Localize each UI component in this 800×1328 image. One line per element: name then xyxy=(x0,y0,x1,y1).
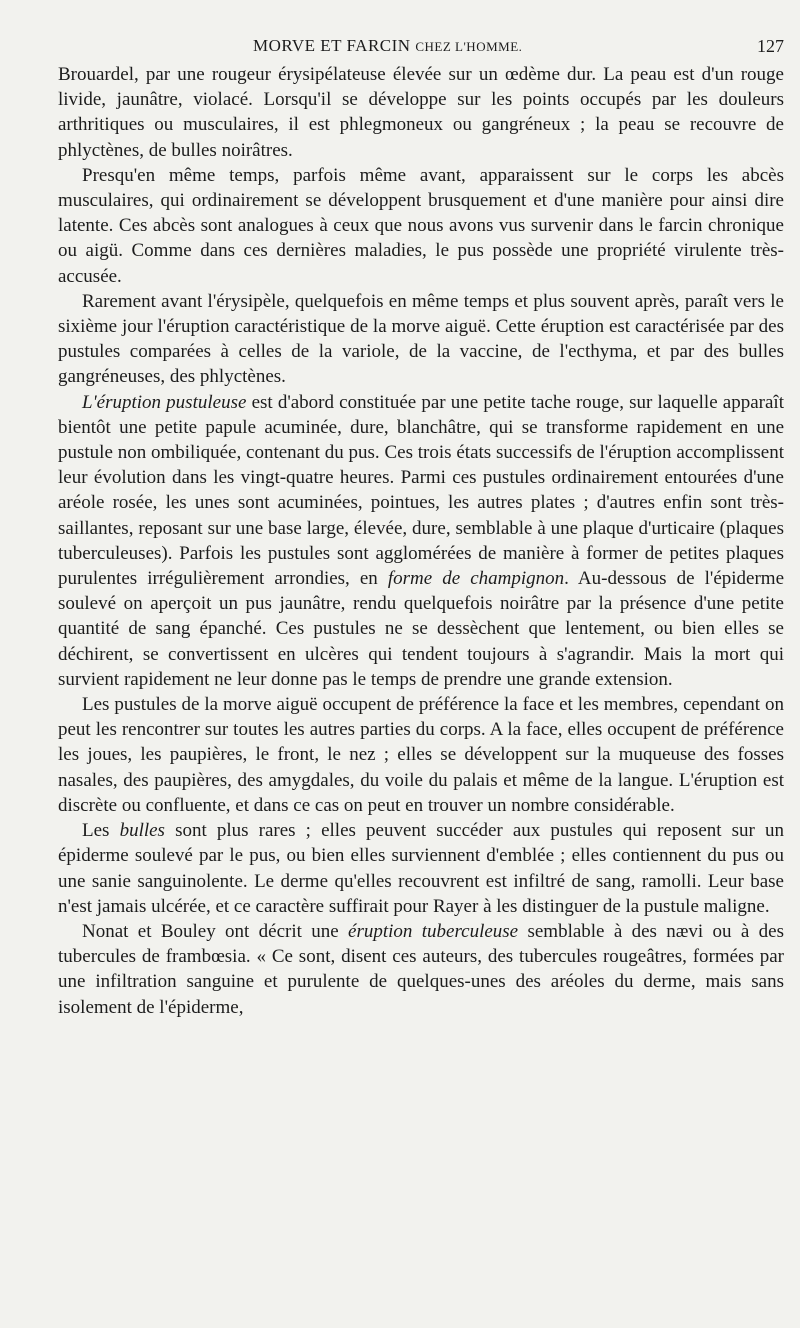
paragraph xyxy=(58,289,784,390)
paragraph xyxy=(58,818,784,919)
paragraph xyxy=(58,919,784,1020)
running-title xyxy=(253,36,522,56)
text-run: Brouardel, par une rougeur érysipélateuse élevée sur un œdème dur. La peau est d'un rouge livide, jaunâtre, violacé. Lorsqu'il se développe sur les points occupés par les douleurs arthritiques ou musculaires, il est phlegmoneux ou gangréneux ; la peau se recouvre de phlyctènes, de bulles noirâtres. xyxy=(58,64,784,161)
italic-text: éruption tuberculeuse xyxy=(348,920,519,942)
page-body xyxy=(58,62,784,1020)
paragraph xyxy=(58,692,784,818)
italic-text: forme de champignon xyxy=(387,568,565,590)
text-run: Nonat et Bouley ont décrit une xyxy=(82,920,349,942)
text-run: Les pustules de la morve aiguë occupent de préférence la face et les membres, cependant on peut les rencontrer sur toutes les autres parties du corps. A la face, elles occupent de préférence les joues, les paupières, le front, le nez ; elles se développent sur la muqueuse des fosses nasales, des paupières, des amygdales, du voile du palais et même de la langue. L'éruption est discrète ou confluente, et dans ce cas on peut en trouver un nombre considérable. xyxy=(58,694,784,816)
paragraph xyxy=(58,163,784,289)
text-run: Les xyxy=(82,820,120,842)
text-run: semblable à des nævi ou à des tubercules de frambœsia. « Ce sont, disent ces auteurs, des tubercules rougeâtres, formées par une infiltration sanguine et purulente de quelques-unes des aréoles du derme, mais sans isolement de l'épiderme, xyxy=(58,920,784,1018)
paragraph xyxy=(58,390,784,692)
text-run: sont plus rares ; elles peuvent succéder aux pustules qui reposent sur un épiderme soulevé par le pus, ou bien elles surviennent d'emblée ; elles contiennent du pus ou une sanie sanguinolente. Le derme qu'elles recouvrent est infiltré de sang, ramolli. Leur base n'est jamais ulcérée, et ce caractère suffirait pour Rayer à les distinguer de la pustule maligne. xyxy=(58,820,784,917)
text-run: . Au-dessous de l'épiderme soulevé on aperçoit un pus jaunâtre, rendu quelquefois noirâtre par la présence d'une petite quantité de sang épanché. Ces pustules ne se dessèchent que lentement, ou bien elles se déchirent, se convertissent en ulcères qui tendent toujours à s'agrandir. Mais la mort qui survient rapidement ne leur donne pas le temps de prendre une grande extension. xyxy=(58,568,784,690)
running-title-main: MORVE ET FARCIN xyxy=(253,36,411,55)
running-head xyxy=(58,30,784,56)
italic-text: bulles xyxy=(119,820,165,842)
italic-text: L' xyxy=(82,391,97,413)
running-title-small: CHEZ L'HOMME. xyxy=(415,39,523,54)
italic-text: éruption pustuleuse xyxy=(96,391,247,413)
page-number: 127 xyxy=(757,36,784,56)
text-run: Rarement avant l'érysipèle, quelquefois en même temps et plus souvent après, paraît vers le sixième jour l'éruption caractéristique de la morve aiguë. Cette éruption est caractérisée par des pustules comparées à celles de la variole, de la vaccine, de l'ecthyma, et par des bulles gangréneuses, des phlyctènes. xyxy=(58,290,784,388)
paragraph xyxy=(58,62,784,163)
text-run: est d'abord constituée par une petite tache rouge, sur laquelle apparaît bientôt une petite papule acuminée, dure, blanchâtre, qui se transforme rapidement en une pustule non ombiliquée, contenant du pus. Ces trois états successifs de l'éruption accomplissent leur évolution dans les vingt-quatre heures. Parmi ces pustules ordinairement entourées d'une aréole rosée, les unes sont acuminées, pointues, les autres plates ; d'autres enfin sont très-saillantes, reposant sur une base large, élevée, dure, semblable à une plaque d'urticaire (plaques tuberculeuses). Parfois les pustules sont agglomérées de manière à former de petites plaques purulentes irrégulièrement arrondies, en xyxy=(58,391,784,590)
text-run: Presqu'en même temps, parfois même avant, apparaissent sur le corps les abcès musculaires, qui ordinairement se développent brusquement et d'une manière pour ainsi dire latente. Ces abcès sont analogues à ceux que nous avons vus survenir dans le farcin chronique ou aigü. Comme dans ces dernières maladies, le pus possède une propriété virulente très-accusée. xyxy=(58,164,784,287)
